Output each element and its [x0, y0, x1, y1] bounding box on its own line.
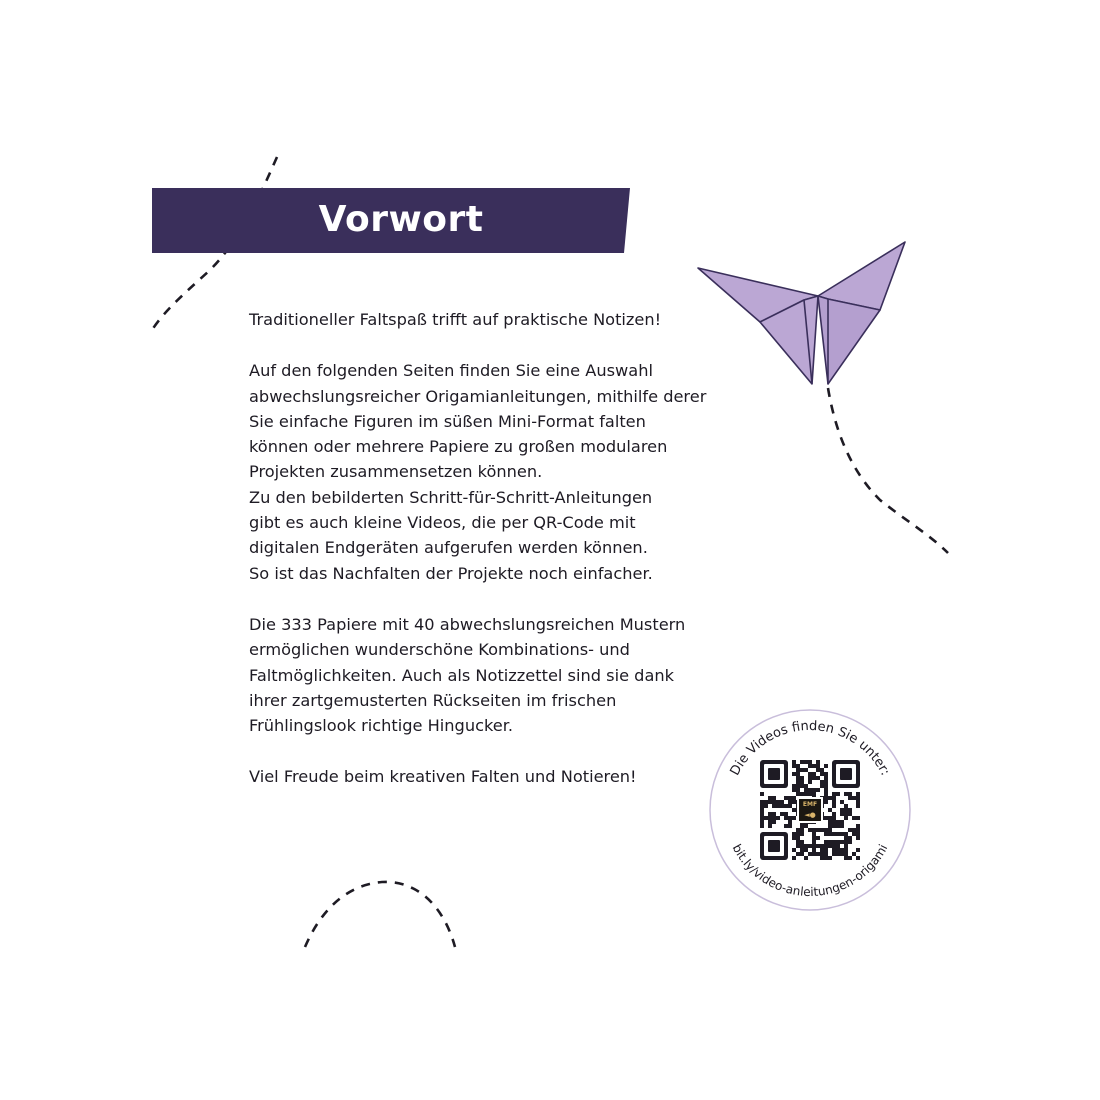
- text-line: können oder mehrere Papiere zu großen modularen: [249, 437, 668, 457]
- text-line: Frühlingslook richtige Hingucker.: [249, 716, 514, 736]
- qr-finder-pattern: [832, 760, 860, 788]
- text-line: Die 333 Papiere mit 40 abwechslungsreichen Mustern: [249, 614, 686, 634]
- fish-icon: ◄●: [804, 811, 816, 819]
- qr-finder-pattern: [760, 832, 788, 860]
- text-line: abwechslungsreicher Origamianleitungen, mithilfe derer: [249, 386, 707, 406]
- qr-badge-top-text: Die Videos finden Sie unter:: [727, 718, 893, 779]
- qr-finder-pattern: [760, 760, 788, 788]
- text-line: Auf den folgenden Seiten finden Sie eine Auswahl: [249, 361, 653, 381]
- text-line: Projekten zusammensetzen können.: [249, 462, 543, 482]
- qr-logo-text: EMF: [802, 801, 818, 808]
- page-title: Vorwort: [318, 199, 484, 240]
- foreword-body: [249, 307, 769, 816]
- paragraph-closing: [249, 764, 769, 789]
- text-line: Zu den bebilderten Schritt-für-Schritt-Anleitungen: [249, 487, 653, 507]
- text-line: So ist das Nachfalten der Projekte noch einfacher.: [249, 563, 653, 583]
- paragraph-papers: [249, 612, 769, 738]
- text-line: ermöglichen wunderschöne Kombinations- und: [249, 640, 630, 660]
- text-line: Traditioneller Faltspaß trifft auf praktische Notizen!: [249, 310, 662, 329]
- text-line: gibt es auch kleine Videos, die per QR-Code mit: [249, 513, 636, 533]
- paragraph-instructions: [249, 358, 769, 586]
- text-line: Faltmöglichkeiten. Auch als Notizzettel sind sie dank: [249, 665, 675, 685]
- qr-center-logo: [797, 797, 823, 823]
- text-line: digitalen Endgeräten aufgerufen werden können.: [249, 538, 648, 558]
- text-line: Viel Freude beim kreativen Falten und Notieren!: [249, 767, 637, 787]
- qr-code[interactable]: [760, 760, 860, 860]
- text-line: ihrer zartgemusterten Rückseiten im frischen: [249, 690, 617, 710]
- text-line: Sie einfache Figuren im süßen Mini-Format falten: [249, 411, 646, 431]
- paragraph-intro: [249, 307, 769, 332]
- qr-badge-url-text: bit.ly/video-anleitungen-origami: [729, 841, 891, 900]
- qr-code-badge: [708, 708, 912, 912]
